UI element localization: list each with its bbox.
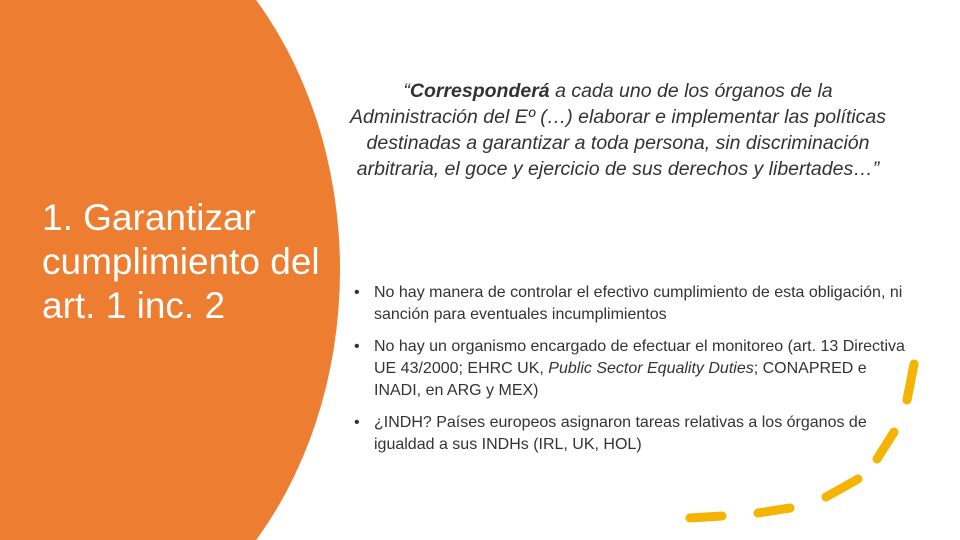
bullet-text: No hay manera de controlar el efectivo cumplimiento de esta obligación, ni sanción para eventuales incumplimientos bbox=[374, 284, 903, 323]
quote-block bbox=[348, 78, 888, 182]
bullet-text-start: No hay un organismo encargado de efectuar el monitoreo (art. 13 Directiva UE 43/2000; EHRC UK, bbox=[374, 338, 905, 377]
slide-title: 1. Garantizar cumplimiento del art. 1 inc. 2 bbox=[42, 197, 320, 326]
bullet-list bbox=[354, 282, 914, 466]
quote-open-mark: “ bbox=[403, 80, 410, 102]
bullet-item bbox=[354, 412, 914, 456]
bullet-marker: • bbox=[354, 414, 360, 431]
dash-segment bbox=[690, 516, 722, 518]
bullet-marker: • bbox=[354, 284, 360, 301]
bullet-item bbox=[354, 336, 914, 402]
bullet-text: ¿INDH? Países europeos asignaron tareas relativas a los órganos de igualdad a sus INDHs (IRL, UK, HOL) bbox=[374, 414, 867, 453]
bullet-text-end: ; CONAPRED e INADI, en ARG y MEX) bbox=[374, 360, 867, 399]
bullet-text-italic: Public Sector Equality Duties bbox=[548, 360, 754, 377]
quote-text: a cada uno de los órganos de la Administración del Eº (…) elaborar e implementar las políticas destinadas a garantizar a toda persona, sin discriminación arbitraria, el goce y ejercicio de sus derechos y libertades…” bbox=[349, 80, 886, 180]
bullet-item bbox=[354, 282, 914, 326]
dash-segment bbox=[826, 479, 858, 497]
dash-segment bbox=[758, 508, 790, 513]
bullet-marker: • bbox=[354, 338, 360, 355]
quote-bold-word: Corresponderá bbox=[409, 80, 550, 102]
